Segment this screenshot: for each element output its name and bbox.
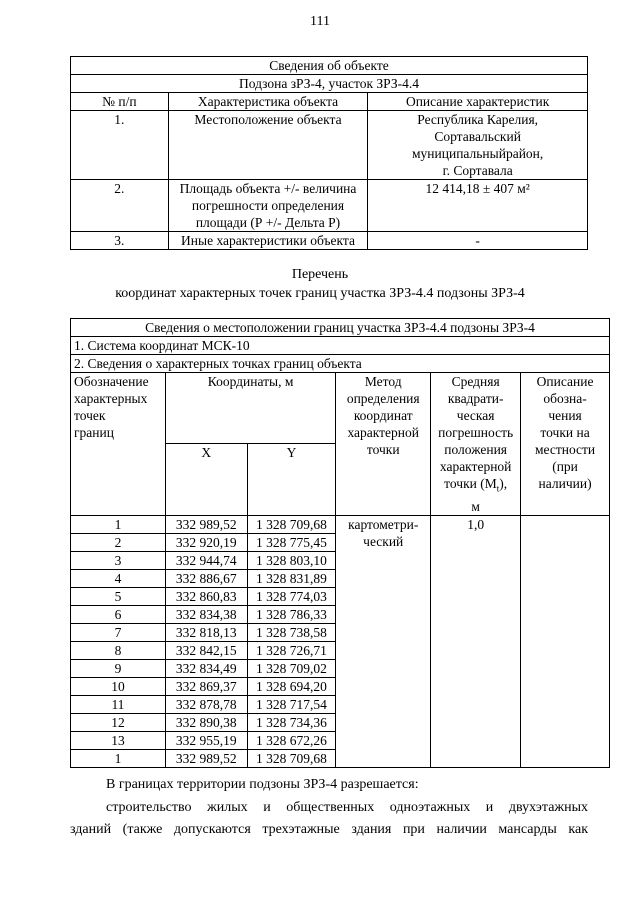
- point-number: 8: [71, 641, 166, 659]
- coord-header-row: [71, 373, 610, 444]
- col-point-description: [521, 373, 610, 516]
- text-line: Сортавальский: [434, 129, 521, 144]
- body-text-line-1: В границах территории подзоны ЗРЗ-4 разрешается:: [106, 777, 419, 792]
- point-number: 13: [71, 731, 166, 749]
- point-y: 1 328 774,03: [247, 587, 336, 605]
- list-title-line-2: координат характерных точек границ участка ЗРЗ-4.4 подзоны ЗРЗ-4: [115, 286, 525, 301]
- text-line: -: [475, 233, 480, 248]
- object-row-3: [71, 232, 588, 250]
- object-table-header-row: [71, 93, 588, 111]
- row-characteristic: [168, 232, 368, 250]
- text-part: ),: [499, 476, 508, 491]
- point-x: 332 944,74: [165, 551, 247, 569]
- point-x: 332 920,19: [165, 533, 247, 551]
- text-line: муниципальныйрайон,: [412, 146, 544, 161]
- text-line: Метод: [364, 374, 402, 389]
- header-description: Описание характеристик: [368, 93, 588, 111]
- point-x: 332 860,83: [165, 587, 247, 605]
- text-line: местности: [534, 442, 596, 457]
- point-number: 9: [71, 659, 166, 677]
- text-line: картометри-: [348, 516, 419, 532]
- point-number: 11: [71, 695, 166, 713]
- point-x: 332 890,38: [165, 713, 247, 731]
- point-y: 1 328 734,36: [247, 713, 336, 731]
- text-line: площади (Р +/- Дельта Р): [195, 215, 341, 230]
- col-error: [431, 373, 521, 516]
- text-line: определения: [346, 391, 420, 406]
- text-line: наличии): [538, 476, 592, 491]
- text-line: ческая: [456, 408, 495, 423]
- col-coordinates: Координаты, м: [165, 373, 335, 444]
- point-number: 1: [71, 749, 166, 767]
- text-line: характерной: [439, 459, 512, 474]
- point-description-empty: [521, 515, 610, 767]
- body-text-line-3: зданий (также допускаются трехэтажные здания при наличии мансарды как: [70, 822, 588, 837]
- point-x: 332 878,78: [165, 695, 247, 713]
- point-x: 332 818,13: [165, 623, 247, 641]
- text-line: квадрати-: [447, 391, 504, 406]
- row-num: 2.: [71, 180, 169, 232]
- text-line: Иные характеристики объекта: [181, 233, 355, 248]
- coord-system: 1. Система координат МСК-10: [71, 337, 610, 355]
- point-y: 1 328 709,68: [247, 749, 336, 767]
- error-value: 1,0: [431, 515, 521, 767]
- text-line: погрешность: [438, 425, 514, 440]
- col-method: [336, 373, 431, 516]
- object-row-1: [71, 111, 588, 180]
- body-text-line-2: строительство жилых и общественных одноэтажных и двухэтажных: [106, 800, 588, 815]
- point-y: 1 328 786,33: [247, 605, 336, 623]
- text-line: Площадь объекта +/- величина: [179, 181, 357, 196]
- point-x: 332 886,67: [165, 569, 247, 587]
- object-row-2: [71, 180, 588, 232]
- row-num: 3.: [71, 232, 169, 250]
- text-line: м: [471, 498, 480, 514]
- text-line: границ: [74, 425, 114, 440]
- point-x: 332 834,38: [165, 605, 247, 623]
- point-y: 1 328 831,89: [247, 569, 336, 587]
- text-line: характерных: [74, 391, 148, 406]
- text-line: точек: [74, 408, 106, 423]
- page-number: 111: [310, 14, 330, 29]
- text-line: точки на: [540, 425, 590, 440]
- point-y: 1 328 694,20: [247, 677, 336, 695]
- coord-table-title: Сведения о местоположении границ участка ЗРЗ-4.4 подзоны ЗРЗ-4: [71, 319, 610, 337]
- point-number: 7: [71, 623, 166, 641]
- point-number: 12: [71, 713, 166, 731]
- points-header: 2. Сведения о характерных точках границ объекта: [71, 355, 610, 373]
- point-x: 332 842,15: [165, 641, 247, 659]
- point-number: 2: [71, 533, 166, 551]
- text-line: (при: [552, 459, 578, 474]
- point-y: 1 328 717,54: [247, 695, 336, 713]
- point-x: 332 869,37: [165, 677, 247, 695]
- row-num: 1.: [71, 111, 169, 180]
- text-line: Республика Карелия,: [417, 112, 539, 127]
- text-line: г. Сортавала: [442, 163, 513, 178]
- point-y: 1 328 672,26: [247, 731, 336, 749]
- text-line: Описание: [536, 374, 594, 389]
- text-line: обозна-: [543, 391, 587, 406]
- row-characteristic: [168, 180, 368, 232]
- text-part: точки (M: [444, 476, 497, 491]
- list-title-line-1: Перечень: [291, 267, 349, 282]
- row-description: [368, 111, 588, 180]
- point-x: 332 955,19: [165, 731, 247, 749]
- text-line: точки: [366, 442, 400, 457]
- row-description: [368, 180, 588, 232]
- point-number: 4: [71, 569, 166, 587]
- point-y: 1 328 709,02: [247, 659, 336, 677]
- text-line: характерной: [347, 425, 419, 440]
- object-info-table: [70, 56, 588, 250]
- row-description: [368, 232, 588, 250]
- point-y: 1 328 775,45: [247, 533, 336, 551]
- method-value: [336, 515, 431, 767]
- coordinates-table: [70, 318, 610, 768]
- object-table-title: Сведения об объекте: [71, 57, 588, 75]
- point-y: 1 328 738,58: [247, 623, 336, 641]
- point-y: 1 328 726,71: [247, 641, 336, 659]
- point-number: 5: [71, 587, 166, 605]
- header-characteristic: Характеристика объекта: [168, 93, 368, 111]
- subscript: t: [496, 483, 500, 494]
- point-x: 332 989,52: [165, 515, 247, 533]
- text-line: ческий: [363, 533, 404, 549]
- text-line: Средняя: [451, 374, 500, 389]
- point-y: 1 328 803,10: [247, 551, 336, 569]
- point-number: 3: [71, 551, 166, 569]
- text-line: Местоположение объекта: [194, 112, 342, 127]
- text-line: положения: [444, 442, 508, 457]
- point-x: 332 989,52: [165, 749, 247, 767]
- point-number: 1: [71, 515, 166, 533]
- text-line: [434, 475, 517, 498]
- col-x: X: [165, 444, 247, 515]
- col-y: Y: [247, 444, 336, 515]
- table-row: [71, 515, 610, 533]
- text-line: Обозначение: [74, 374, 149, 389]
- point-y: 1 328 709,68: [247, 515, 336, 533]
- text-line: координат: [353, 408, 413, 423]
- header-num: № п/п: [71, 93, 169, 111]
- point-x: 332 834,49: [165, 659, 247, 677]
- text-line: погрешности определения: [191, 198, 345, 213]
- col-designation: [71, 373, 166, 516]
- point-number: 6: [71, 605, 166, 623]
- row-characteristic: [168, 111, 368, 180]
- text-line: чения: [548, 408, 582, 423]
- point-number: 10: [71, 677, 166, 695]
- text-line: 12 414,18 ± 407 м²: [425, 181, 530, 196]
- object-table-subtitle: Подзона зРЗ-4, участок ЗРЗ-4.4: [71, 75, 588, 93]
